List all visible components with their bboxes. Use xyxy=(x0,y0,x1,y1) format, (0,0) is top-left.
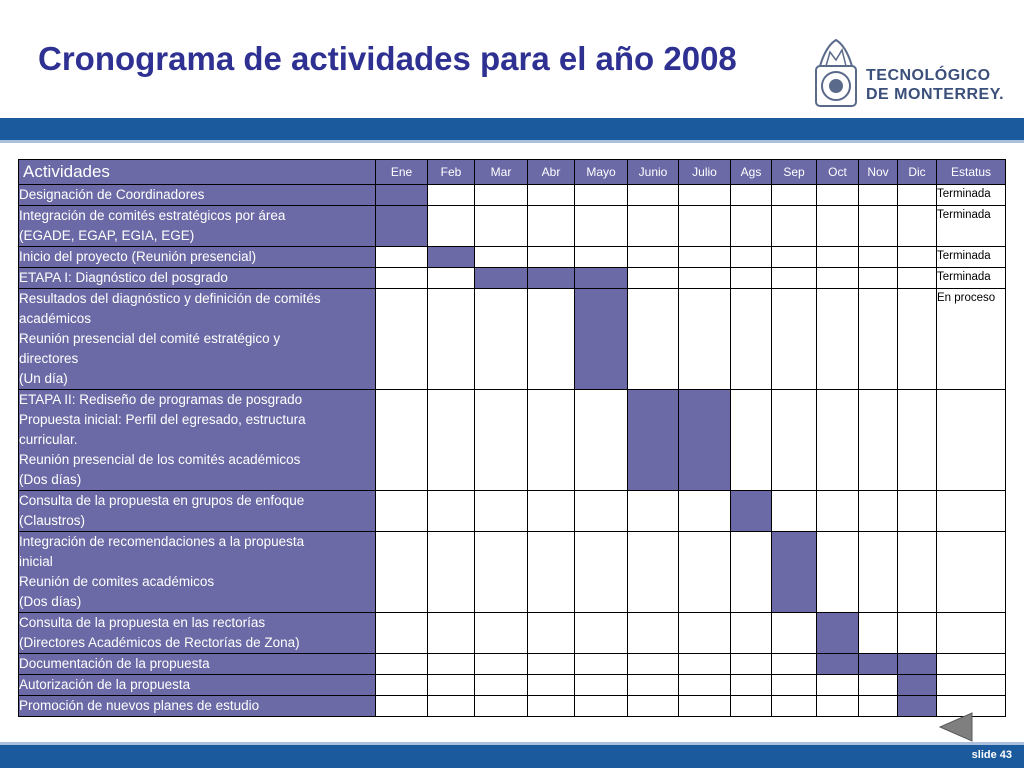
activity-line: inicial xyxy=(19,554,53,569)
logo-line-2: DE MONTERREY. xyxy=(866,86,1005,103)
month-cell xyxy=(575,390,628,491)
activity-line: Designación de Coordinadores xyxy=(19,187,205,202)
month-cell xyxy=(428,491,475,532)
slide-title: Cronograma de actividades para el año 2008 xyxy=(38,40,737,77)
month-cell xyxy=(859,613,898,654)
status-header: Estatus xyxy=(937,160,1006,185)
month-cell xyxy=(628,532,679,613)
month-cell xyxy=(475,675,528,696)
month-cell xyxy=(428,185,475,206)
month-cell xyxy=(575,185,628,206)
month-cell xyxy=(817,532,859,613)
month-cell xyxy=(575,247,628,268)
month-cell xyxy=(376,247,428,268)
status-cell xyxy=(937,675,1006,696)
month-cell xyxy=(376,268,428,289)
month-cell xyxy=(679,185,731,206)
month-cell xyxy=(575,654,628,675)
month-cell xyxy=(376,491,428,532)
month-header: Nov xyxy=(859,160,898,185)
tec-logo xyxy=(806,36,1006,112)
month-cell xyxy=(628,268,679,289)
month-cell xyxy=(475,491,528,532)
month-cell xyxy=(772,206,817,247)
month-cell xyxy=(679,247,731,268)
month-cell xyxy=(628,289,679,390)
month-cell xyxy=(772,247,817,268)
month-cell xyxy=(679,206,731,247)
activity-line: académicos xyxy=(19,311,92,326)
activity-line: Resultados del diagnóstico y definición de comités xyxy=(19,291,321,306)
month-cell xyxy=(859,532,898,613)
month-cell xyxy=(376,289,428,390)
activity-cell xyxy=(19,185,376,206)
month-cell xyxy=(575,675,628,696)
active-month-cell xyxy=(817,654,859,675)
month-cell xyxy=(679,675,731,696)
activity-line: Propuesta inicial: Perfil del egresado, estructura xyxy=(19,412,306,427)
month-cell xyxy=(376,696,428,717)
month-cell xyxy=(475,247,528,268)
active-month-cell xyxy=(679,390,731,491)
month-cell xyxy=(575,613,628,654)
month-cell xyxy=(428,654,475,675)
activity-cell xyxy=(19,675,376,696)
activity-line: Reunión de comites académicos xyxy=(19,574,215,589)
month-cell xyxy=(859,268,898,289)
active-month-cell xyxy=(731,491,772,532)
month-cell xyxy=(428,532,475,613)
month-cell xyxy=(731,247,772,268)
month-cell xyxy=(898,613,937,654)
month-cell xyxy=(475,696,528,717)
month-cell xyxy=(817,491,859,532)
month-header: Mayo xyxy=(575,160,628,185)
month-cell xyxy=(528,206,575,247)
activity-cell xyxy=(19,696,376,717)
tec-seal-icon xyxy=(806,36,862,112)
active-month-cell xyxy=(898,696,937,717)
month-cell xyxy=(817,289,859,390)
month-cell xyxy=(628,675,679,696)
month-cell xyxy=(679,289,731,390)
month-cell xyxy=(628,247,679,268)
active-month-cell xyxy=(528,268,575,289)
month-header: Ene xyxy=(376,160,428,185)
table-row xyxy=(19,206,1006,247)
month-cell xyxy=(528,613,575,654)
month-cell xyxy=(898,247,937,268)
month-cell xyxy=(817,268,859,289)
month-cell xyxy=(475,532,528,613)
month-cell xyxy=(898,206,937,247)
month-header: Dic xyxy=(898,160,937,185)
month-cell xyxy=(898,491,937,532)
month-cell xyxy=(898,185,937,206)
month-cell xyxy=(817,185,859,206)
status-cell xyxy=(937,390,1006,491)
active-month-cell xyxy=(376,185,428,206)
month-cell xyxy=(428,696,475,717)
month-cell xyxy=(628,491,679,532)
month-cell xyxy=(679,654,731,675)
activity-line: Consulta de la propuesta en grupos de enfoque xyxy=(19,493,305,508)
month-cell xyxy=(528,696,575,717)
month-cell xyxy=(376,654,428,675)
status-cell xyxy=(937,613,1006,654)
status-cell: Terminada xyxy=(937,268,1006,289)
active-month-cell xyxy=(628,390,679,491)
logo-line-1: TECNOLÓGICO xyxy=(866,67,991,84)
activity-line: Inicio del proyecto (Reunión presencial) xyxy=(19,249,257,264)
month-header: Sep xyxy=(772,160,817,185)
status-cell xyxy=(937,532,1006,613)
table-row xyxy=(19,675,1006,696)
month-cell xyxy=(628,613,679,654)
month-cell xyxy=(628,206,679,247)
month-cell xyxy=(575,532,628,613)
month-cell xyxy=(898,532,937,613)
month-cell xyxy=(475,185,528,206)
activity-line: Reunión presencial del comité estratégico y xyxy=(19,331,281,346)
month-cell xyxy=(376,675,428,696)
month-cell xyxy=(731,185,772,206)
month-cell xyxy=(528,185,575,206)
table-row xyxy=(19,268,1006,289)
active-month-cell xyxy=(376,206,428,247)
month-cell xyxy=(731,675,772,696)
month-cell xyxy=(731,532,772,613)
status-cell: Terminada xyxy=(937,247,1006,268)
activity-cell xyxy=(19,206,376,247)
month-cell xyxy=(575,491,628,532)
activity-line: Consulta de la propuesta en las rectorías xyxy=(19,615,266,630)
month-cell xyxy=(859,185,898,206)
month-cell xyxy=(772,289,817,390)
month-cell xyxy=(376,613,428,654)
table-row xyxy=(19,247,1006,268)
month-cell xyxy=(475,613,528,654)
month-cell xyxy=(772,654,817,675)
active-month-cell xyxy=(575,268,628,289)
month-cell xyxy=(859,675,898,696)
activity-cell xyxy=(19,532,376,613)
month-cell xyxy=(731,206,772,247)
activity-cell xyxy=(19,289,376,390)
month-cell xyxy=(859,206,898,247)
month-cell xyxy=(731,390,772,491)
month-cell xyxy=(679,268,731,289)
activity-cell xyxy=(19,491,376,532)
activity-cell xyxy=(19,247,376,268)
month-cell xyxy=(859,491,898,532)
month-header: Mar xyxy=(475,160,528,185)
month-cell xyxy=(575,696,628,717)
header-band xyxy=(0,118,1024,140)
activity-cell xyxy=(19,613,376,654)
activity-line: ETAPA I: Diagnóstico del posgrado xyxy=(19,270,228,285)
month-header: Feb xyxy=(428,160,475,185)
month-cell xyxy=(428,613,475,654)
month-cell xyxy=(898,289,937,390)
active-month-cell xyxy=(772,532,817,613)
activity-line: Reunión presencial de los comités académicos xyxy=(19,452,301,467)
month-cell xyxy=(428,390,475,491)
month-cell xyxy=(475,289,528,390)
footer-band xyxy=(0,745,1024,768)
activity-line: (Claustros) xyxy=(19,513,86,528)
month-cell xyxy=(679,613,731,654)
month-cell xyxy=(731,654,772,675)
month-cell xyxy=(428,206,475,247)
table-row xyxy=(19,532,1006,613)
month-cell xyxy=(528,532,575,613)
slide-number: slide 43 xyxy=(971,749,1012,761)
active-month-cell xyxy=(898,654,937,675)
month-cell xyxy=(428,268,475,289)
activity-line: (Dos días) xyxy=(19,594,82,609)
month-cell xyxy=(679,532,731,613)
activity-line: curricular. xyxy=(19,432,78,447)
activity-cell xyxy=(19,654,376,675)
month-cell xyxy=(772,675,817,696)
activity-line: (Un día) xyxy=(19,371,68,386)
month-cell xyxy=(817,206,859,247)
month-cell xyxy=(628,696,679,717)
table-row xyxy=(19,289,1006,390)
table-row xyxy=(19,696,1006,717)
month-cell xyxy=(428,289,475,390)
active-month-cell xyxy=(898,675,937,696)
month-cell xyxy=(859,696,898,717)
activity-line: directores xyxy=(19,351,79,366)
month-cell xyxy=(859,247,898,268)
month-cell xyxy=(575,206,628,247)
table-row xyxy=(19,390,1006,491)
table-row xyxy=(19,491,1006,532)
month-cell xyxy=(731,696,772,717)
schedule-table xyxy=(18,159,1006,717)
table-row xyxy=(19,613,1006,654)
status-cell: Terminada xyxy=(937,185,1006,206)
month-cell xyxy=(528,654,575,675)
month-cell xyxy=(731,289,772,390)
month-cell xyxy=(376,390,428,491)
month-cell xyxy=(817,247,859,268)
activities-header: Actividades xyxy=(19,160,376,185)
table-header-row xyxy=(19,160,1006,185)
active-month-cell xyxy=(817,613,859,654)
activity-line: Promoción de nuevos planes de estudio xyxy=(19,698,260,713)
activity-line: (EGADE, EGAP, EGIA, EGE) xyxy=(19,228,195,243)
activity-line: Autorización de la propuesta xyxy=(19,677,191,692)
month-cell xyxy=(772,185,817,206)
table-row xyxy=(19,185,1006,206)
status-cell: Terminada xyxy=(937,206,1006,247)
active-month-cell xyxy=(575,289,628,390)
month-cell xyxy=(528,247,575,268)
month-cell xyxy=(859,289,898,390)
active-month-cell xyxy=(475,268,528,289)
month-cell xyxy=(817,675,859,696)
month-cell xyxy=(376,532,428,613)
active-month-cell xyxy=(428,247,475,268)
month-cell xyxy=(628,654,679,675)
triangle-left-icon[interactable] xyxy=(939,712,973,742)
status-cell xyxy=(937,654,1006,675)
active-month-cell xyxy=(859,654,898,675)
month-cell xyxy=(817,696,859,717)
activity-line: (Dos días) xyxy=(19,472,82,487)
activity-line: ETAPA II: Rediseño de programas de posgrado xyxy=(19,392,303,407)
table-row xyxy=(19,654,1006,675)
month-cell xyxy=(679,696,731,717)
month-header: Junio xyxy=(628,160,679,185)
activity-line: (Directores Académicos de Rectorías de Zona) xyxy=(19,635,300,650)
activity-cell xyxy=(19,390,376,491)
month-cell xyxy=(528,390,575,491)
activity-cell xyxy=(19,268,376,289)
month-cell xyxy=(859,390,898,491)
month-cell xyxy=(898,268,937,289)
month-cell xyxy=(475,206,528,247)
month-cell xyxy=(898,390,937,491)
month-cell xyxy=(772,613,817,654)
header-band-accent xyxy=(0,140,1024,143)
month-cell xyxy=(628,185,679,206)
month-cell xyxy=(817,390,859,491)
month-cell xyxy=(731,268,772,289)
month-header: Abr xyxy=(528,160,575,185)
month-header: Ags xyxy=(731,160,772,185)
month-cell xyxy=(528,491,575,532)
month-cell xyxy=(475,390,528,491)
activity-line: Documentación de la propuesta xyxy=(19,656,210,671)
month-cell xyxy=(528,289,575,390)
activity-line: Integración de comités estratégicos por área xyxy=(19,208,286,223)
activity-line: Integración de recomendaciones a la propuesta xyxy=(19,534,305,549)
month-header: Julio xyxy=(679,160,731,185)
month-header: Oct xyxy=(817,160,859,185)
month-cell xyxy=(772,696,817,717)
month-cell xyxy=(428,675,475,696)
month-cell xyxy=(679,491,731,532)
month-cell xyxy=(772,268,817,289)
month-cell xyxy=(772,491,817,532)
month-cell xyxy=(528,675,575,696)
month-cell xyxy=(772,390,817,491)
month-cell xyxy=(475,654,528,675)
status-cell xyxy=(937,491,1006,532)
month-cell xyxy=(731,613,772,654)
schedule-body xyxy=(19,185,1006,717)
status-cell: En proceso xyxy=(937,289,1006,390)
